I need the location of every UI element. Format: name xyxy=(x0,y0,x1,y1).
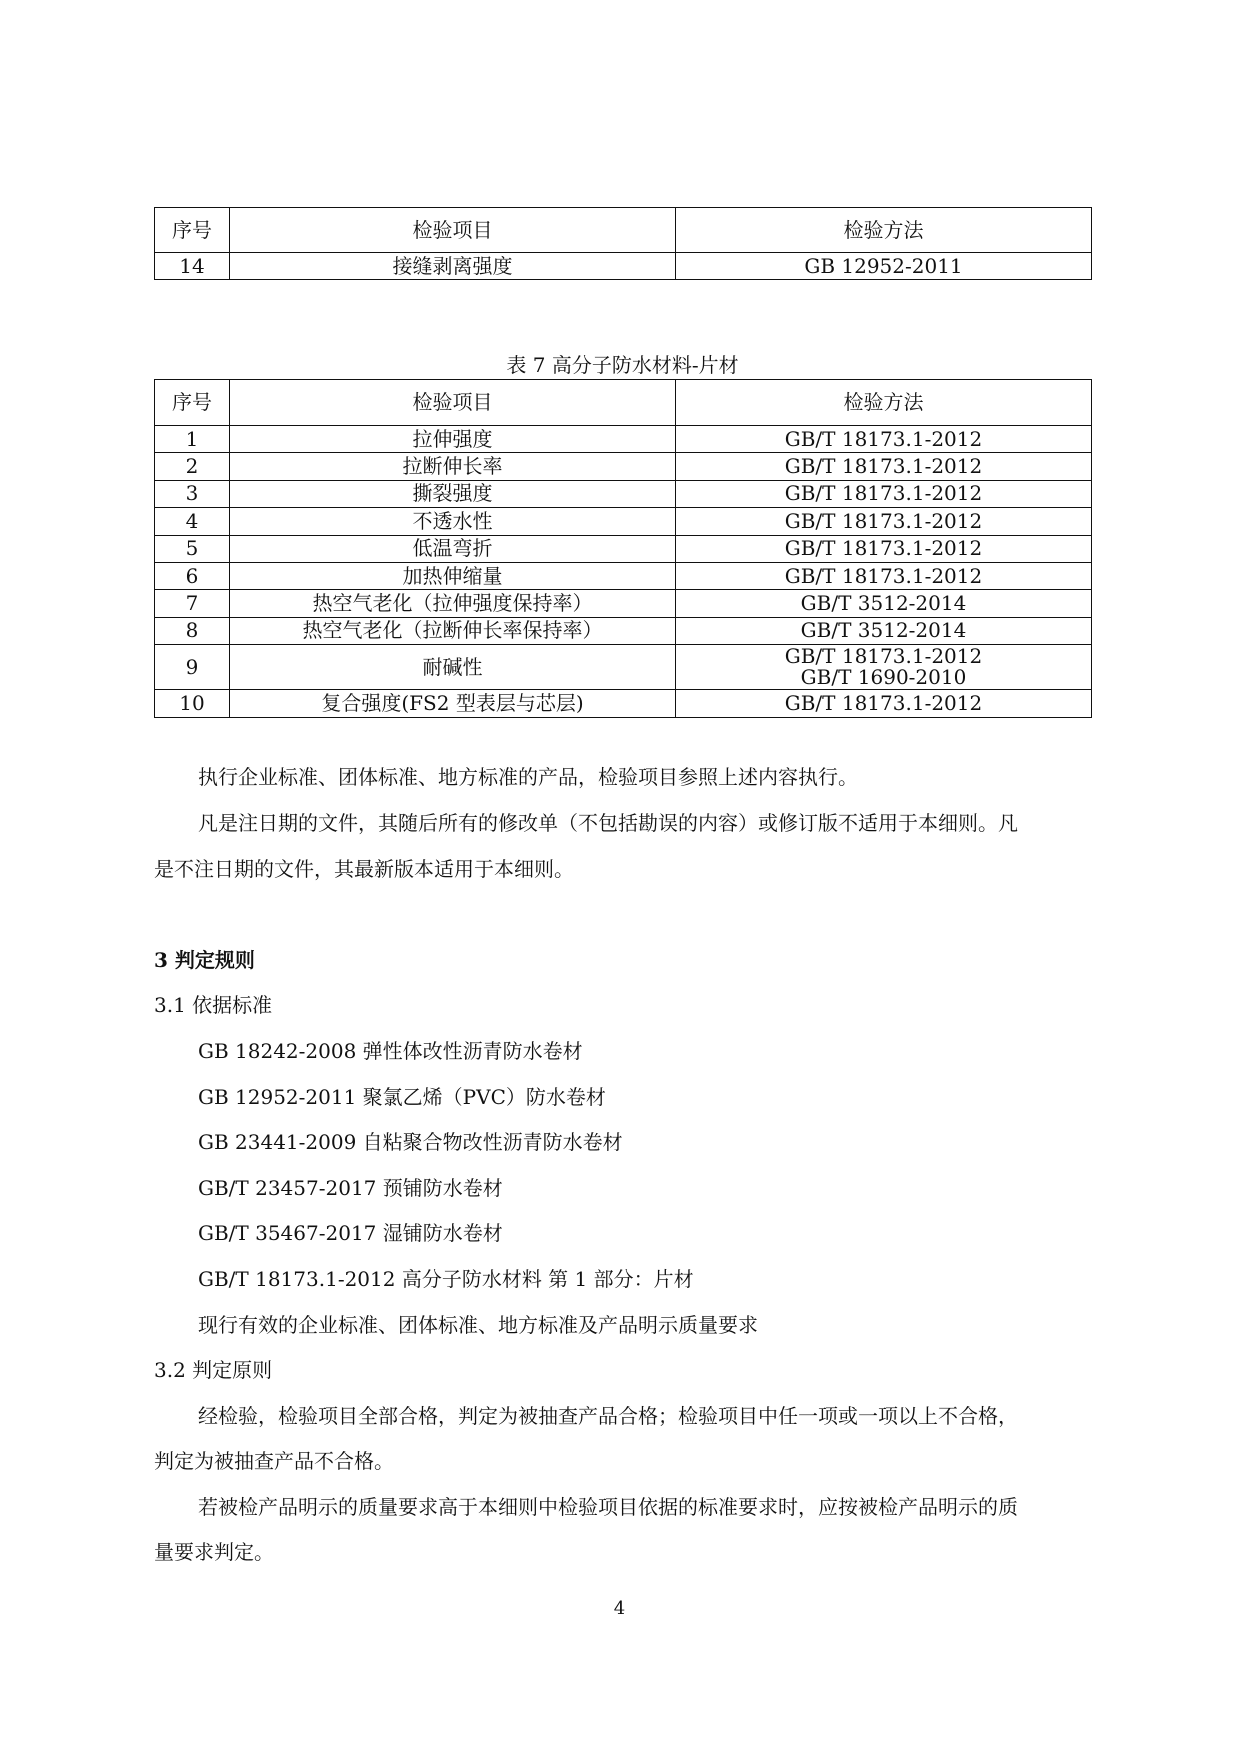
cell-method: GB/T 18173.1-2012 xyxy=(676,426,1092,453)
paragraph-text: 执行企业标准、团体标准、地方标准的产品，检验项目参照上述内容执行。 xyxy=(198,765,858,789)
cell-method: GB/T 18173.1-2012 xyxy=(676,508,1092,535)
paragraph-text: 经检验，检验项目全部合格，判定为被抽查产品合格；检验项目中任一项或一项以上不合格， xyxy=(198,1404,1018,1428)
cell-no: 3 xyxy=(155,480,230,507)
table7-caption: 表 7 高分子防水材料-片材 xyxy=(506,353,739,377)
cell-no: 1 xyxy=(155,426,230,453)
paragraph-text: 量要求判定。 xyxy=(154,1540,274,1564)
cell-item: 复合强度(FS2 型表层与芯层) xyxy=(230,690,676,717)
header-method: 检验方法 xyxy=(676,380,1092,426)
paragraph-text: 是不注日期的文件，其最新版本适用于本细则。 xyxy=(154,857,574,881)
cell-item: 拉伸强度 xyxy=(230,426,676,453)
cell-no: 7 xyxy=(155,590,230,617)
cell-method: GB/T 18173.1-2012 xyxy=(676,535,1092,562)
cell-no: 10 xyxy=(155,690,230,717)
header-no: 序号 xyxy=(155,208,230,253)
cell-no: 6 xyxy=(155,562,230,589)
standard-item: 现行有效的企业标准、团体标准、地方标准及产品明示质量要求 xyxy=(198,1313,758,1337)
table-row xyxy=(155,480,1092,507)
table7 xyxy=(154,379,1092,718)
header-no: 序号 xyxy=(155,380,230,426)
table-row xyxy=(155,645,1092,690)
table-continued xyxy=(154,207,1092,280)
paragraph-text: 判定为被抽查产品不合格。 xyxy=(154,1449,394,1473)
cell-method: GB/T 18173.1-2012 xyxy=(676,453,1092,480)
cell-method-line: GB/T 18173.1-2012 xyxy=(784,644,983,669)
cell-item: 撕裂强度 xyxy=(230,480,676,507)
cell-item: 热空气老化（拉伸强度保持率） xyxy=(230,590,676,617)
cell-no: 4 xyxy=(155,508,230,535)
header-item: 检验项目 xyxy=(230,208,676,253)
table-row xyxy=(155,253,1092,280)
cell-method: GB/T 3512-2014 xyxy=(676,617,1092,644)
standard-item: GB 18242-2008 弹性体改性沥青防水卷材 xyxy=(198,1039,583,1063)
table-row xyxy=(155,453,1092,480)
cell-method xyxy=(676,645,1092,690)
table-header-row xyxy=(155,208,1092,253)
cell-no: 9 xyxy=(155,645,230,690)
cell-no: 2 xyxy=(155,453,230,480)
table-row xyxy=(155,535,1092,562)
subsection-heading: 3.1 依据标准 xyxy=(154,993,273,1017)
standard-item: GB/T 18173.1-2012 高分子防水材料 第 1 部分：片材 xyxy=(198,1267,694,1291)
cell-method: GB/T 18173.1-2012 xyxy=(676,480,1092,507)
table-row xyxy=(155,690,1092,717)
header-item: 检验项目 xyxy=(230,380,676,426)
cell-method-line: GB/T 1690-2010 xyxy=(800,665,967,690)
cell-method: GB 12952-2011 xyxy=(676,253,1092,280)
cell-method: GB/T 18173.1-2012 xyxy=(676,690,1092,717)
standard-item: GB 12952-2011 聚氯乙烯（PVC）防水卷材 xyxy=(198,1085,606,1109)
cell-no: 8 xyxy=(155,617,230,644)
table-row xyxy=(155,562,1092,589)
cell-method: GB/T 3512-2014 xyxy=(676,590,1092,617)
table-row xyxy=(155,590,1092,617)
table-row xyxy=(155,426,1092,453)
cell-item: 低温弯折 xyxy=(230,535,676,562)
table-header-row xyxy=(155,380,1092,426)
cell-item: 不透水性 xyxy=(230,508,676,535)
standard-item: GB/T 35467-2017 湿铺防水卷材 xyxy=(198,1221,503,1245)
cell-item: 接缝剥离强度 xyxy=(230,253,676,280)
header-method: 检验方法 xyxy=(676,208,1092,253)
cell-no: 5 xyxy=(155,535,230,562)
cell-item: 热空气老化（拉断伸长率保持率） xyxy=(230,617,676,644)
table-row xyxy=(155,508,1092,535)
cell-method: GB/T 18173.1-2012 xyxy=(676,562,1092,589)
paragraph-text: 凡是注日期的文件，其随后所有的修改单（不包括勘误的内容）或修订版不适用于本细则。凡 xyxy=(198,811,1018,835)
cell-item: 加热伸缩量 xyxy=(230,562,676,589)
cell-item: 耐碱性 xyxy=(230,645,676,690)
subsection-heading: 3.2 判定原则 xyxy=(154,1358,273,1382)
page-number: 4 xyxy=(613,1598,626,1619)
standard-item: GB 23441-2009 自粘聚合物改性沥青防水卷材 xyxy=(198,1130,623,1154)
section-heading: 3 判定规则 xyxy=(154,948,255,972)
paragraph-text: 若被检产品明示的质量要求高于本细则中检验项目依据的标准要求时，应按被检产品明示的质 xyxy=(198,1495,1018,1519)
cell-item: 拉断伸长率 xyxy=(230,453,676,480)
cell-no: 14 xyxy=(155,253,230,280)
table-row xyxy=(155,617,1092,644)
standard-item: GB/T 23457-2017 预铺防水卷材 xyxy=(198,1176,503,1200)
